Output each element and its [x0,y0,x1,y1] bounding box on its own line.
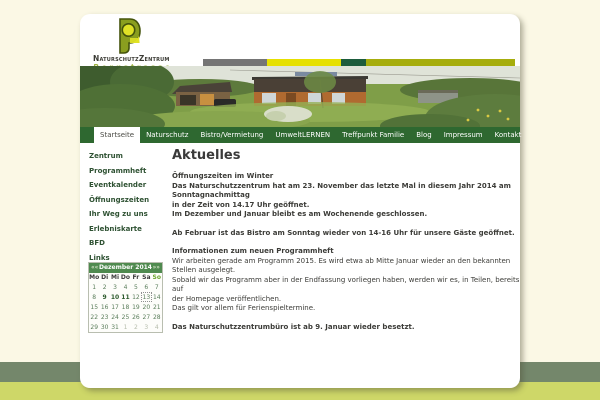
calendar-day-19: 19 [132,303,140,311]
sidebar-item-eventkalender[interactable]: Eventkalender [89,181,147,189]
paragraph-3-line-3: Sobald wir das Programm aber in der Endfassung vorliegen haben, werden wir es, in Teilen, bereits auf [172,275,520,293]
calendar-day-6: 6 [144,283,149,291]
paragraph-3-line-4: der Homepage veröffentlichen. [172,294,282,303]
calendar-grid [89,273,162,332]
calendar-day-3: 3 [113,283,117,291]
calendar-weekday-mi: Mi [111,274,120,281]
calendar-day-14: 14 [152,293,161,301]
calendar-weekday-mo: Mo [89,274,100,281]
calendar-prev-button[interactable]: «« [91,264,99,271]
calendar-day-25: 25 [121,313,130,321]
decorative-strip [203,59,515,66]
paragraph-1 [172,172,522,220]
calendar-weekday-di: Di [101,274,109,281]
nav-item-startseite[interactable]: Startseite [94,127,140,143]
paragraph-2 [172,229,522,239]
calendar-day-4: 4 [123,283,128,291]
calendar-weekday-do: Do [120,274,131,281]
paragraph-3-heading: Informationen zum neuen Programmheft [172,247,334,255]
paragraph-3-line-2: Stellen ausgelegt. [172,266,236,274]
paragraph-2-line-1: Ab Februar ist das Bistro am Sonntag wieder von 14-16 Uhr für unsere Gäste geöffnet. [172,228,515,237]
calendar-day-20: 20 [142,303,151,311]
sidebar-item-zentrum[interactable]: Zentrum [89,152,123,160]
calendar-day-5: 5 [133,283,138,291]
strip-gray [203,59,267,66]
strip-yellow [267,59,341,66]
logo-icon[interactable] [117,18,141,54]
strip-darkgreen [341,59,366,66]
calendar-day-26: 26 [132,313,140,321]
site-title[interactable]: NaturschutzZentrum [93,54,170,63]
content [172,148,522,341]
sidebar-item-programmheft[interactable]: Programmheft [89,166,147,175]
calendar-day-17: 17 [111,303,119,311]
calendar-day-23: 23 [100,313,109,321]
calendar-weekday-so: So [152,274,161,281]
nav-item-impressum[interactable]: Impressum [443,131,483,139]
event-calendar [88,262,163,333]
nav-item-bistro-vermietung[interactable]: Bistro/Vermietung [200,131,264,139]
calendar-weekday-sa: Sa [142,274,151,281]
paragraph-1-line-1: Öffnungszeiten im Winter [172,172,274,180]
main-nav [80,127,520,143]
sidebar-item-erlebniskarte[interactable]: Erlebniskarte [89,224,142,233]
calendar-day-31: 31 [111,323,119,331]
calendar-next-button[interactable]: »» [152,264,160,271]
calendar-header [89,263,162,273]
calendar-day-21: 21 [152,303,161,311]
calendar-day-9[interactable]: 9 [102,293,107,301]
header-photo [80,66,520,127]
calendar-day-27: 27 [142,313,151,321]
calendar-day-1: 1 [92,283,97,291]
calendar-day-next-2: 2 [133,323,138,331]
calendar-day-12: 12 [132,293,140,301]
nav-item-naturschutz[interactable]: Naturschutz [146,131,189,139]
calendar-day-24: 24 [111,313,119,321]
nav-item-blog[interactable]: Blog [416,131,432,139]
paragraph-3 [172,247,522,314]
sidebar-item-ihr-weg-zu-uns[interactable]: Ihr Weg zu uns [89,210,148,218]
calendar-day-2: 2 [102,283,107,291]
calendar-day-10[interactable]: 10 [110,293,120,301]
paragraph-3-line-1: Wir arbeiten gerade am Programm 2015. Es wird etwa ab Mitte Januar wieder an den bekannten [172,256,511,265]
calendar-day-11[interactable]: 11 [121,293,130,301]
nav-item-kontakt[interactable]: Kontakt [494,131,522,139]
calendar-day-30: 30 [100,323,109,331]
sidebar-item-links[interactable]: Links [89,253,110,262]
calendar-day-8: 8 [92,293,97,301]
paragraph-1-line-4: Im Dezember und Januar bleibt es am Wochenende geschlossen. [172,210,428,218]
page-title: Aktuelles [172,148,241,163]
calendar-day-13: 13 [142,293,151,301]
calendar-day-28: 28 [152,313,161,321]
calendar-day-18: 18 [121,303,130,311]
calendar-day-29: 29 [90,323,99,331]
calendar-weekday-fr: Fr [132,274,140,281]
paragraph-3-line-5: Das gilt vor allem für Ferienspieltermine. [172,304,316,312]
page-container [80,14,520,388]
calendar-day-16: 16 [100,303,109,311]
paragraph-4 [172,323,522,333]
sidebar-item-bfd[interactable]: BFD [89,239,105,247]
calendar-day-next-3: 3 [144,323,149,331]
nav-item-umweltlernen[interactable]: UmweltLERNEN [275,131,331,139]
calendar-day-next-4: 4 [154,323,159,331]
calendar-day-15: 15 [90,303,99,311]
paragraph-1-line-2: Das Naturschutzzentrum hat am 23. November das letzte Mal in diesem Jahr 2014 am Sonntagnachmittag [172,181,511,199]
calendar-title: Dezember 2014 [99,264,152,271]
calendar-day-next-1: 1 [123,323,128,331]
paragraph-4-line-1: Das Naturschutzzentrumbüro ist ab 9. Januar wieder besetzt. [172,322,415,331]
paragraph-1-line-3: in der Zeit von 14.17 Uhr geöffnet. [172,200,310,209]
calendar-day-22: 22 [90,313,99,321]
sidebar-item-ffnungszeiten[interactable]: Öffnungszeiten [89,195,150,204]
sidebar [89,152,167,268]
strip-olive [366,59,515,66]
nav-item-treffpunkt-familie[interactable]: Treffpunkt Familie [342,131,405,139]
calendar-day-7: 7 [154,283,159,291]
